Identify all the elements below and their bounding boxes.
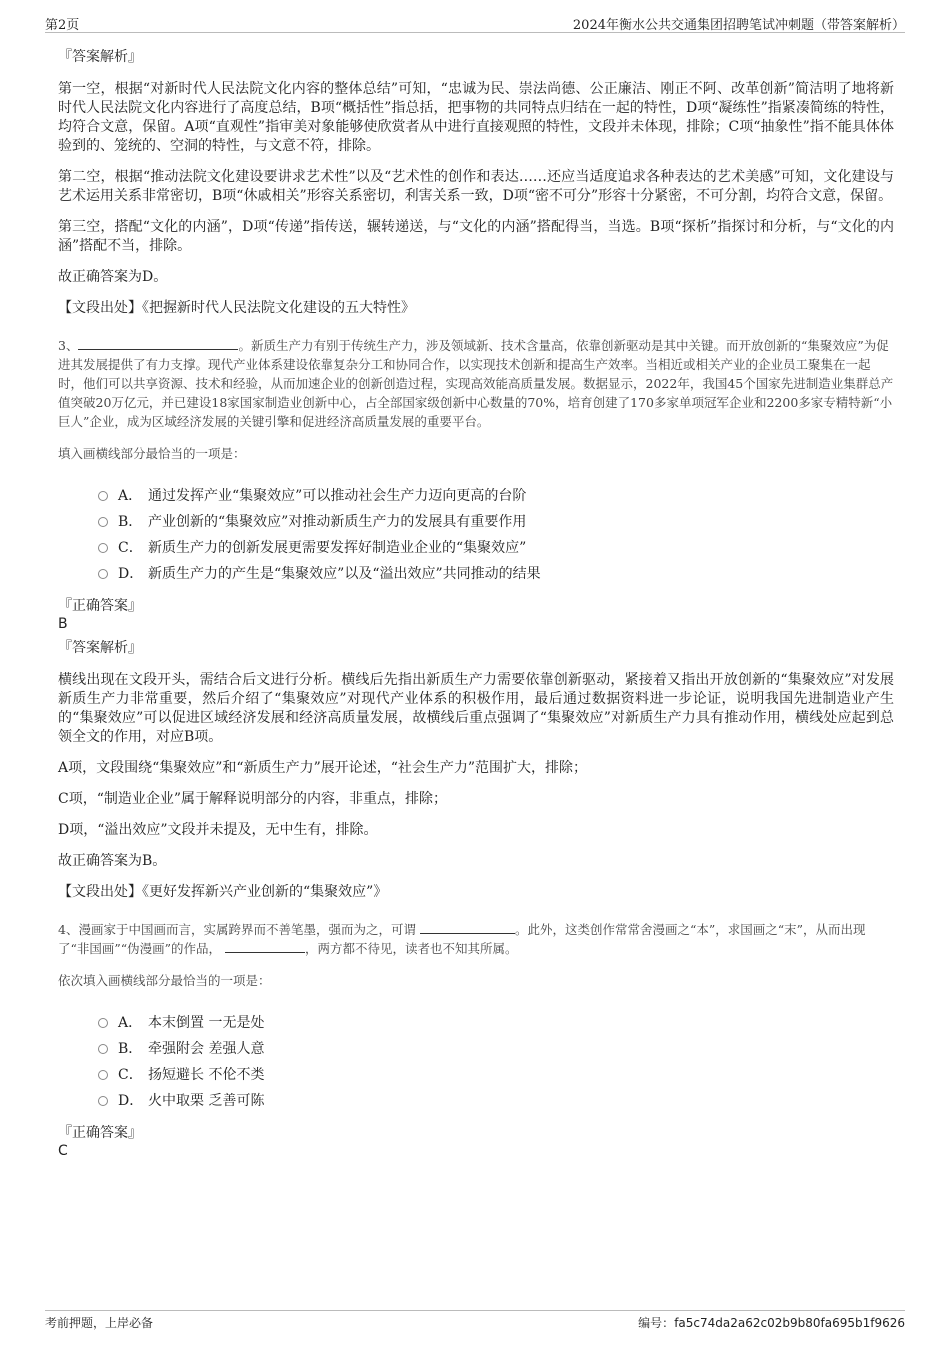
option-c[interactable]: C． 新质生产力的创新发展更需要发挥好制造业企业的“集聚效应” <box>98 535 894 561</box>
analysis-label: 『答案解析』 <box>58 640 142 656</box>
option-b[interactable]: B． 产业创新的“集聚效应”对推动新质生产力的发展具有重要作用 <box>98 509 894 535</box>
radio-icon[interactable] <box>98 569 108 579</box>
options-list <box>98 1010 894 1114</box>
radio-icon[interactable] <box>98 491 108 501</box>
question-body: 。新质生产力有别于传统生产力，涉及领域新、技术含量高，依靠创新驱动是其中关键。而开放创新的“集聚效应”为促进其发展提供了有力支撑。现代产业体系建设依靠复杂分工和协同合作，以实现技术创新和提高生产效率。当相近或相关产业的企业员工聚集在一起时，他们可以共享资源、技术和经验，从而加速企业的创新创造过程，实现高效能高质量发展。数据显示，2022年，我国45个国家先进制造业集群总产值突破20万亿元，并已建设18家国家制造业创新中心，占全部国家级创新中心数量的70%，培育创建了170多家单项冠军企业和2200多家专精特新“小巨人”企业，成为区域经济发展的关键引擎和促进经济高质量发展的重要平台。 <box>58 338 894 429</box>
options-list <box>98 483 894 587</box>
fill-blank <box>420 920 515 934</box>
analysis-paragraph: A项，文段围绕“集聚效应”和“新质生产力”展开论述，“社会生产力”范围扩大，排除； <box>58 760 588 776</box>
analysis-paragraph: D项，“溢出效应”文段并未提及，无中生有，排除。 <box>58 822 378 838</box>
question-prompt: 填入画横线部分最恰当的一项是： <box>58 446 246 461</box>
footer-slogan: 考前押题，上岸必备 <box>45 1316 154 1330</box>
question-prompt: 依次填入画横线部分最恰当的一项是： <box>58 973 271 988</box>
document-code <box>638 1314 905 1331</box>
question-4-text: 4、漫画家于中国画而言，实属跨界而不善笔墨，强而为之，可谓 。此外，这类创作常常舍漫画之“本”，求国画之“末”，从而出现了“非国画”“伪漫画”的作品， ，两方都不待见，读者也不知其所属。 <box>58 922 866 956</box>
page-footer <box>45 1310 905 1331</box>
radio-icon[interactable] <box>98 1018 108 1028</box>
analysis-paragraph: C项，“制造业企业”属于解释说明部分的内容，非重点，排除； <box>58 791 448 807</box>
option-a[interactable]: A． 通过发挥产业“集聚效应”可以推动社会生产力迈向更高的台阶 <box>98 483 894 509</box>
analysis-paragraph: 第一空，根据“对新时代人民法院文化内容的整体总结”可知，“忠诚为民、崇法尚德、公正廉洁、刚正不阿、改革创新”简洁明了地将新时代人民法院文化内容进行了高度总结，B项“概括性”指总括，把事物的共同特点归结在一起的特性，D项“凝练性”指紧凑简练的特性，均符合文意，保留。A项“直观性”指审美对象能够使欣赏者从中进行直接观照的特性，文段并未体现，排除；C项“抽象性”指不能具体体验到的、笼统的、空洞的特性，与文意不符，排除。 <box>58 81 894 154</box>
question-number: 3、 <box>58 338 79 353</box>
analysis-paragraph: 横线出现在文段开头，需结合后文进行分析。横线后先指出新质生产力需要依靠创新驱动，紧接着又指出开放创新的“集聚效应”对发展新质生产力非常重要，然后介绍了“集聚效应”对现代产业体系的积极作用，最后通过数据资料进一步论证，说明我国先进制造业产生的“集聚效应”可以促进区域经济发展和经济高质量发展，故横线后重点强调了“集聚效应”对新质生产力具有推动作用，横线处应起到总领全文的作用，对应B项。 <box>58 672 894 745</box>
option-c[interactable]: C． 扬短避长 不伦不类 <box>98 1062 894 1088</box>
correct-answer-value: B <box>58 616 68 632</box>
radio-icon[interactable] <box>98 1070 108 1080</box>
correct-answer-value: C <box>58 1143 68 1159</box>
analysis-conclusion: 故正确答案为B。 <box>58 853 167 869</box>
radio-icon[interactable] <box>98 1096 108 1106</box>
code-value: fa5c74da2a62c02b9b80fa695b1f9626 <box>674 1316 905 1330</box>
radio-icon[interactable] <box>98 1044 108 1054</box>
passage-source: 【文段出处】《把握新时代人民法院文化建设的五大特性》 <box>58 300 415 316</box>
analysis-paragraph: 第二空，根据“推动法院文化建设要讲求艺术性”以及“艺术性的创作和表达……还应当适度追求各种表达的艺术美感”可知，文化建设与艺术运用关系非常密切，B项“休戚相关”形容关系密切，利害关系一致，D项“密不可分”形容十分紧密，不可分割，均符合文意，保留。 <box>58 169 894 204</box>
correct-answer-label: 『正确答案』 <box>58 1125 142 1141</box>
question-3-text <box>58 336 894 431</box>
fill-blank <box>78 336 238 350</box>
correct-answer-label: 『正确答案』 <box>58 598 142 614</box>
analysis-conclusion: 故正确答案为D。 <box>58 269 168 285</box>
analysis-paragraph: 第三空，搭配“文化的内涵”，D项“传递”指传送，辗转递送，与“文化的内涵”搭配得当，当选。B项“探析”指探讨和分析，与“文化的内涵”搭配不当，排除。 <box>58 219 894 254</box>
option-b[interactable]: B． 牵强附会 差强人意 <box>98 1036 894 1062</box>
analysis-label: 『答案解析』 <box>58 49 142 65</box>
passage-source: 【文段出处】《更好发挥新兴产业创新的“集聚效应”》 <box>58 884 388 900</box>
option-d[interactable]: D． 新质生产力的产生是“集聚效应”以及“溢出效应”共同推动的结果 <box>98 561 894 587</box>
question-number: 4、 <box>58 922 79 937</box>
option-d[interactable]: D． 火中取栗 乏善可陈 <box>98 1088 894 1114</box>
page-header <box>45 12 905 33</box>
code-label: 编号： <box>638 1316 675 1330</box>
document-body <box>58 48 894 1166</box>
fill-blank <box>225 939 305 953</box>
radio-icon[interactable] <box>98 517 108 527</box>
radio-icon[interactable] <box>98 543 108 553</box>
page-number: 第2页 <box>45 18 80 33</box>
option-a[interactable]: A． 本末倒置 一无是处 <box>98 1010 894 1036</box>
document-title: 2024年衡水公共交通集团招聘笔试冲刺题（带答案解析） <box>572 18 905 33</box>
